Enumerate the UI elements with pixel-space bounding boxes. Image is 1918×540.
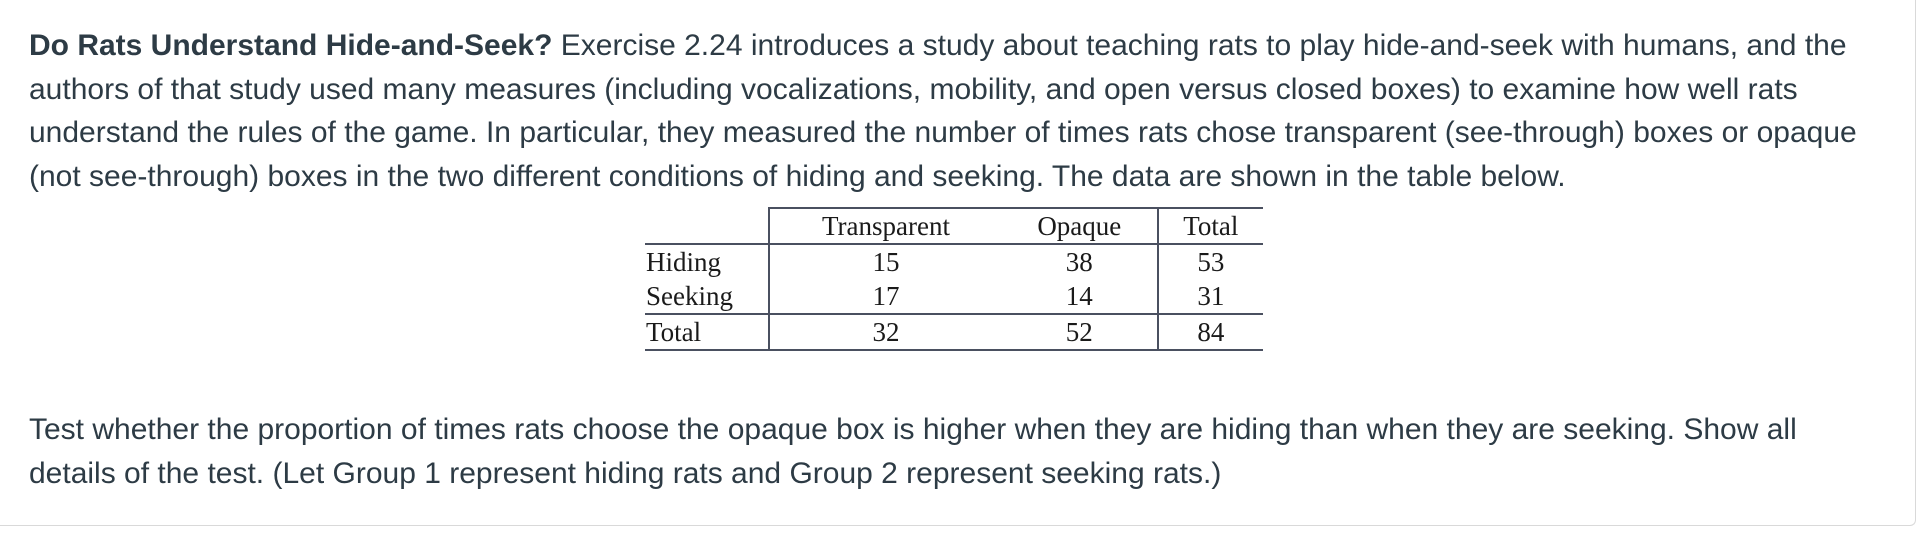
question-title: Do Rats Understand Hide-and-Seek? — [29, 29, 553, 62]
row-label: Total — [645, 314, 769, 350]
table-cell: 17 — [769, 279, 1002, 314]
column-header: Opaque — [1002, 208, 1158, 244]
instruction-text: Test whether the proportion of times rats choose the opaque box is higher when they are hiding than when they are seeking. Show all details of the test. (Let Group 1 represent hiding rats and Group 2 represent seeking rats.) — [29, 413, 1797, 490]
contingency-table-figure — [645, 207, 1263, 349]
row-label: Seeking — [646, 281, 733, 311]
table-cell: 14 — [1065, 281, 1093, 311]
table-cell: 31 — [1158, 279, 1263, 314]
table-cell: 53 — [1158, 244, 1263, 279]
table-cell: 84 — [1158, 314, 1263, 350]
column-header: Total — [1158, 208, 1263, 244]
contingency-table — [645, 207, 1263, 351]
table-cell: 52 — [1002, 314, 1158, 350]
table-cell: 32 — [769, 314, 1002, 350]
column-header: Transparent — [769, 208, 1002, 244]
row-label: Hiding — [646, 247, 722, 277]
question-body: Exercise 2.24 introduces a study about teaching rats to play hide-and-seek with humans, and the authors of that study used many measures (including vocalizations, mobility, and open versus closed boxes) to examine how well rats understand the rules of the game. In particular, they measured the number of times rats chose transparent (see-through) boxes or opaque (not see-through) boxes in the two different conditions of hiding and seeking. The data are shown in the table below. — [29, 29, 1857, 193]
table-cell: 38 — [1065, 247, 1093, 277]
question-text — [29, 24, 1891, 198]
table-row — [645, 279, 1263, 314]
table-cell: 15 — [769, 244, 1002, 279]
table-row — [645, 314, 1263, 350]
table-header-row — [645, 208, 1263, 244]
table-row — [645, 244, 1263, 279]
table-corner-cell — [645, 208, 769, 244]
